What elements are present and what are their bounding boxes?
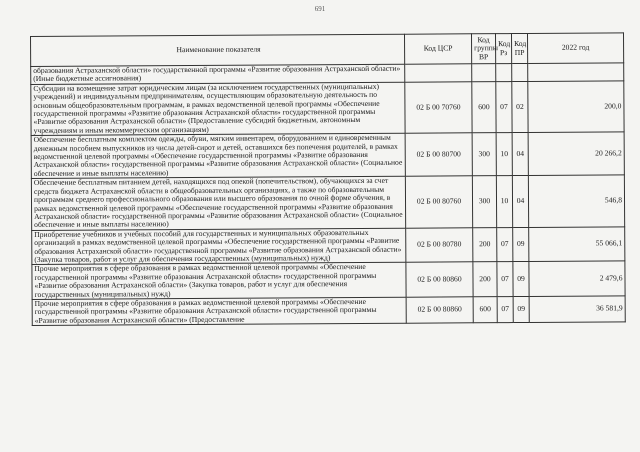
row-csr: 02 Б 00 80860 [406,297,473,324]
table-row [32,227,625,265]
row-pr: 09 [513,227,529,262]
row-name: Обеспечение бесплатным питанием детей, находящихся под опекой (попечительством), обучающихся за счет средств бюджета Астраханской области в общеобразовательных организациях, а также по образовательным программам среднего профессионального образования или высшего образования по очной форме обучения, в рамках ведомственной целевой программы «Обеспечение государственной программы «Развитие образования Астраханской области» государственной программы «Развитие образования Астраханской области» (Социальное обеспечение и иные выплаты населению) [31,176,405,230]
row-name: Обеспечение бесплатным комплектом одежды, обуви, мягким инвентарем, оборудованием и единовременным денежным пособием выпускников из числа детей-сирот и детей, оставшихся без попечения родителей, в рамках ведомственной целевой программы «Обеспечение государственной программы «Развитие образования Астраханской области» государственной программы «Развитие образования Астраханской области» (Социальное обеспечение и иные выплаты населению) [31,133,405,178]
header-pr: Код ПР [511,33,527,63]
row-rz: 07 [496,81,512,133]
table-row [31,132,624,179]
row-pr: 09 [513,262,529,297]
header-rz: Код Рз [495,34,511,64]
row-csr: 02 Б 00 80860 [406,262,473,297]
row-pr: 09 [513,296,529,322]
row-rz: 07 [497,262,513,297]
row-vr: 600 [472,81,496,133]
row-vr [472,64,496,82]
header-vr: Код группы ВР [471,34,495,64]
row-name: Субсидии на возмещение затрат юридическим лицам (за исключением государственных (муниципальных) учреждений) и индивидуальным предпринимателям, осуществляющим образовательную деятельность по основным общеобразовательным программам, в рамках ведомственной целевой программы «Обеспечение государственной программы «Развитие образования Астраханской области» государственной программы «Развитие образования Астраханской области» (Предоставление субсидий бюджетным, автономным учреждениям и иным некоммерческим организациям) [31,82,405,136]
budget-table [30,32,626,326]
row-amount: 20 266,2 [528,132,624,176]
row-amount: 36 581,9 [529,296,625,323]
table-row [31,175,624,230]
row-csr [405,64,472,82]
row-name: Приобретение учебников и учебных пособий для государственных и муниципальных образовательных организаций в рамках ведомственной целевой программы «Обеспечение государственной программы «Развитие образования Астраханской области» государственной программы «Развитие образования Астраханской области» (Закупка товаров, работ и услуг для обеспечения государственных (муниципальных) нужд) [32,228,406,265]
row-vr: 300 [472,133,496,176]
table-header-row [31,33,624,67]
row-pr: 02 [512,81,528,133]
table-row [32,261,625,299]
row-rz [496,64,512,82]
row-pr: 04 [512,176,528,228]
row-rz: 07 [497,227,513,262]
page-number: 691 [314,5,326,13]
row-amount: 2 479,6 [529,261,625,296]
row-csr: 02 Б 00 80760 [405,176,472,228]
row-name: образования Астраханской области» государственной программы «Развитие образования Астраханской области» (Иные бюджетные ассигнования) [31,64,405,84]
table-row [31,81,624,136]
row-csr: 02 Б 00 80780 [406,228,473,263]
row-csr: 02 Б 00 70760 [405,82,472,134]
row-amount: 546,8 [528,175,624,227]
row-rz: 07 [497,297,513,323]
table-row [32,296,625,326]
row-amount: 200,0 [528,81,624,133]
row-vr: 200 [473,262,497,297]
row-rz: 10 [496,133,512,176]
row-pr: 04 [512,133,528,176]
row-name: Прочие мероприятия в сфере образования в рамках ведомственной целевой программы «Обеспечение государственной программы «Развитие образования Астраханской области» государственной программы «Развитие образования Астраханской области» (Закупка товаров, работ и услуг для обеспечения государственных (муниципальных) нужд) [32,263,406,300]
row-vr: 200 [473,227,497,262]
header-name: Наименование показателя [31,34,405,66]
row-amount [528,63,624,81]
row-vr: 300 [472,176,496,228]
header-year: 2022 год [527,33,623,64]
row-name: Прочие мероприятия в сфере образования в рамках ведомственной целевой программы «Обеспечение государственной программы «Развитие образования Астраханской области» государственной программы «Развитие образования Астраханской области» (Предоставление [32,297,406,326]
row-pr [512,63,528,81]
header-csr: Код ЦСР [404,34,471,64]
row-csr: 02 Б 00 80700 [405,133,472,176]
row-amount: 55 066,1 [529,227,625,262]
row-rz: 10 [496,176,512,228]
row-vr: 600 [473,297,497,323]
